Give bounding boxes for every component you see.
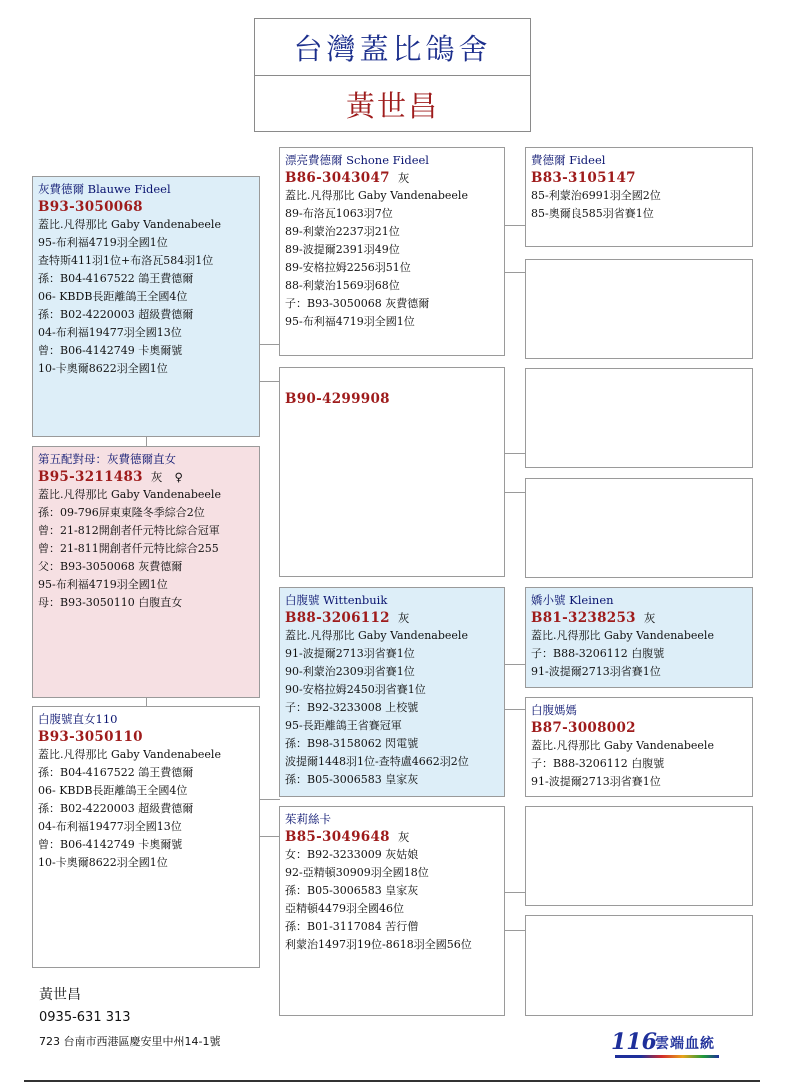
sire-sire-card [279,147,505,356]
sire-sire-ring-row [285,169,499,187]
dss-ring-row [531,609,747,627]
dss-ring: B81-3238253 [531,610,636,626]
dam-dam-name: 茱莉絲卡 [285,812,331,826]
note-line: 90-安格拉姆2450羽省賽1位 [285,683,426,696]
note-line: 蓋比.凡得那比 Gaby Vandenabeele [531,739,714,752]
note-line: 10-卡奧爾8622羽全國1位 [38,362,168,375]
note-line: 曾：B06-4142749 卡奧爾號 [38,344,183,357]
note-line: 90-利蒙治2309羽省賽1位 [285,665,415,678]
connector-line [505,709,525,710]
sire-notes [38,216,254,378]
dam-dam-ring-row [285,828,499,846]
note-line: 06- KBDB長距離鴿王全國4位 [38,784,188,797]
dam-dam-ring: B85-3049648 [285,829,390,845]
connector-line [260,381,280,382]
sss-name: 費德爾 Fideel [531,153,606,167]
note-line: 85-利蒙治6991羽全國2位 [531,189,661,202]
dam-sire-name: 白腹號 Wittenbuik [285,593,388,607]
note-line: 04-布利福19477羽全國13位 [38,326,182,339]
sss-ring: B83-3105147 [531,170,636,186]
dam-notes [38,746,254,872]
connector-line [146,698,147,706]
owner-name: 黃世昌 [345,89,439,123]
note-line: 蓋比.凡得那比 Gaby Vandenabeele [38,748,221,761]
connector-line [260,344,280,345]
connector-line [260,799,280,800]
note-line: 子：B92-3233008 上校號 [285,701,419,714]
note-line: 04-布利福19477羽全國13位 [38,820,182,833]
note-line: 孫：B04-4167522 鴿王費德爾 [38,272,194,285]
sire-name: 灰費德爾 Blauwe Fideel [38,182,171,196]
note-line: 孫：B04-4167522 鴿王費德爾 [38,766,194,779]
note-line: 89-安格拉姆2256羽51位 [285,261,411,274]
note-line: 子：B88-3206112 白腹號 [531,757,665,770]
connector-line [146,437,147,446]
sdd-card-empty [525,478,753,578]
connector-line [505,892,525,893]
connector-line [260,836,280,837]
connector-line [505,225,525,226]
sds-card-empty [525,368,753,468]
loft-name: 台灣蓋比鴿舍 [255,19,530,76]
sire-dam-card [279,367,505,577]
note-line: 89-布洛瓦1063羽7位 [285,207,393,220]
dss-name: 嬌小號 Kleinen [531,593,614,607]
dss-color: 灰 [643,611,656,625]
subject-card [32,446,260,698]
connector-line [505,664,525,665]
note-line: 孫：09-796屏東東隆冬季綜合2位 [38,506,205,519]
dam-name: 白腹號直女110 [38,712,118,726]
sire-sire-ring: B86-3043047 [285,170,390,186]
note-line: 亞精頓4479羽全國46位 [285,902,404,915]
sire-sire-name: 漂亮費德爾 Schone Fideel [285,153,429,167]
logo-underline [615,1055,719,1058]
note-line: 85-奧爾良585羽省賽1位 [531,207,654,220]
note-line: 孫：B02-4220003 超級費德爾 [38,802,194,815]
pedigree-title-box [254,18,531,132]
note-line: 95-布利福4719羽全國1位 [38,236,168,249]
note-line: 蓋比.凡得那比 Gaby Vandenabeele [38,218,221,231]
note-line: 蓋比.凡得那比 Gaby Vandenabeele [531,629,714,642]
dsd-name: 白腹媽媽 [531,703,577,717]
note-line: 10-卡奧爾8622羽全國1位 [38,856,168,869]
note-line: 子：B88-3206112 白腹號 [531,647,665,660]
dss-card [525,587,753,688]
subject-color: 灰 ♀ [150,470,184,484]
connector-line [505,930,525,931]
connector-line [505,492,525,493]
footer-address: 723 台南市西港區慶安里中州14-1號 [39,1035,221,1048]
note-line: 91-波提爾2713羽省賽1位 [531,665,661,678]
ssd-card-empty [525,259,753,359]
note-line: 女：B92-3233009 灰姑娘 [285,848,419,861]
dsd-card [525,697,753,797]
sire-sire-color: 灰 [397,171,410,185]
sire-ring: B93-3050068 [38,199,143,215]
subject-ring-row [38,468,254,486]
note-line: 蓋比.凡得那比 Gaby Vandenabeele [285,629,468,642]
note-line: 孫：B01-3117084 苦行僧 [285,920,419,933]
subject-name: 第五配對母：灰費德爾直女 [38,452,176,466]
connector-line [505,453,525,454]
note-line: 孫：B02-4220003 超級費德爾 [38,308,194,321]
footer-phone: 0935-631 313 [39,1010,131,1025]
dds-card-empty [525,806,753,906]
note-line: 蓋比.凡得那比 Gaby Vandenabeele [38,488,221,501]
note-line: 曾：21-811開創者仟元特比綜合255 [38,542,219,555]
bottom-divider [24,1080,760,1082]
sire-dam-ring: B90-4299908 [285,391,390,407]
dam-sire-ring: B88-3206112 [285,610,390,626]
note-line: 91-波提爾2713羽省賽1位 [285,647,415,660]
dam-dam-card [279,806,505,1016]
dam-sire-ring-row [285,609,499,627]
dam-dam-color: 灰 [397,830,410,844]
note-line: 95-布利福4719羽全國1位 [38,578,168,591]
note-line: 92-亞精頓30909羽全國18位 [285,866,429,879]
note-line: 孫：B05-3006583 皇家灰 [285,773,419,786]
dam-sire-color: 灰 [397,611,410,625]
dam-card [32,706,260,968]
note-line: 91-波提爾2713羽省賽1位 [531,775,661,788]
note-line: 查特斯411羽1位+布洛瓦584羽1位 [38,254,214,267]
dsd-ring: B87-3008002 [531,720,636,736]
logo-text: 雲端血統 [655,1036,715,1052]
dam-ring: B93-3050110 [38,729,143,745]
sss-card [525,147,753,247]
note-line: 父：B93-3050068 灰費德爾 [38,560,183,573]
dam-sire-card [279,587,505,797]
brand-logo [611,1029,751,1059]
subject-notes [38,486,254,612]
note-line: 06- KBDB長距離鴿王全國4位 [38,290,188,303]
note-line: 89-波提爾2391羽49位 [285,243,400,256]
note-line: 89-利蒙治2237羽21位 [285,225,400,238]
note-line: 88-利蒙治1569羽68位 [285,279,400,292]
note-line: 孫：B05-3006583 皇家灰 [285,884,419,897]
note-line: 母：B93-3050110 白腹直女 [38,596,183,609]
connector-line [505,272,525,273]
note-line: 孫：B98-3158062 閃電號 [285,737,419,750]
subject-ring: B95-3211483 [38,469,143,485]
logo-number: 116 [611,1029,657,1055]
note-line: 蓋比.凡得那比 Gaby Vandenabeele [285,189,468,202]
note-line: 95-長距離鴿王省賽冠軍 [285,719,402,732]
sire-card [32,176,260,437]
note-line: 子：B93-3050068 灰費德爾 [285,297,430,310]
ddd-card-empty [525,915,753,1016]
note-line: 曾：21-812開創者仟元特比綜合冠軍 [38,524,220,537]
note-line: 95-布利福4719羽全國1位 [285,315,415,328]
note-line: 波提爾1448羽1位-查特盧4662羽2位 [285,755,469,768]
footer-name: 黃世昌 [39,987,81,1003]
note-line: 利蒙治1497羽19位-8618羽全國56位 [285,938,472,951]
note-line: 曾：B06-4142749 卡奧爾號 [38,838,183,851]
